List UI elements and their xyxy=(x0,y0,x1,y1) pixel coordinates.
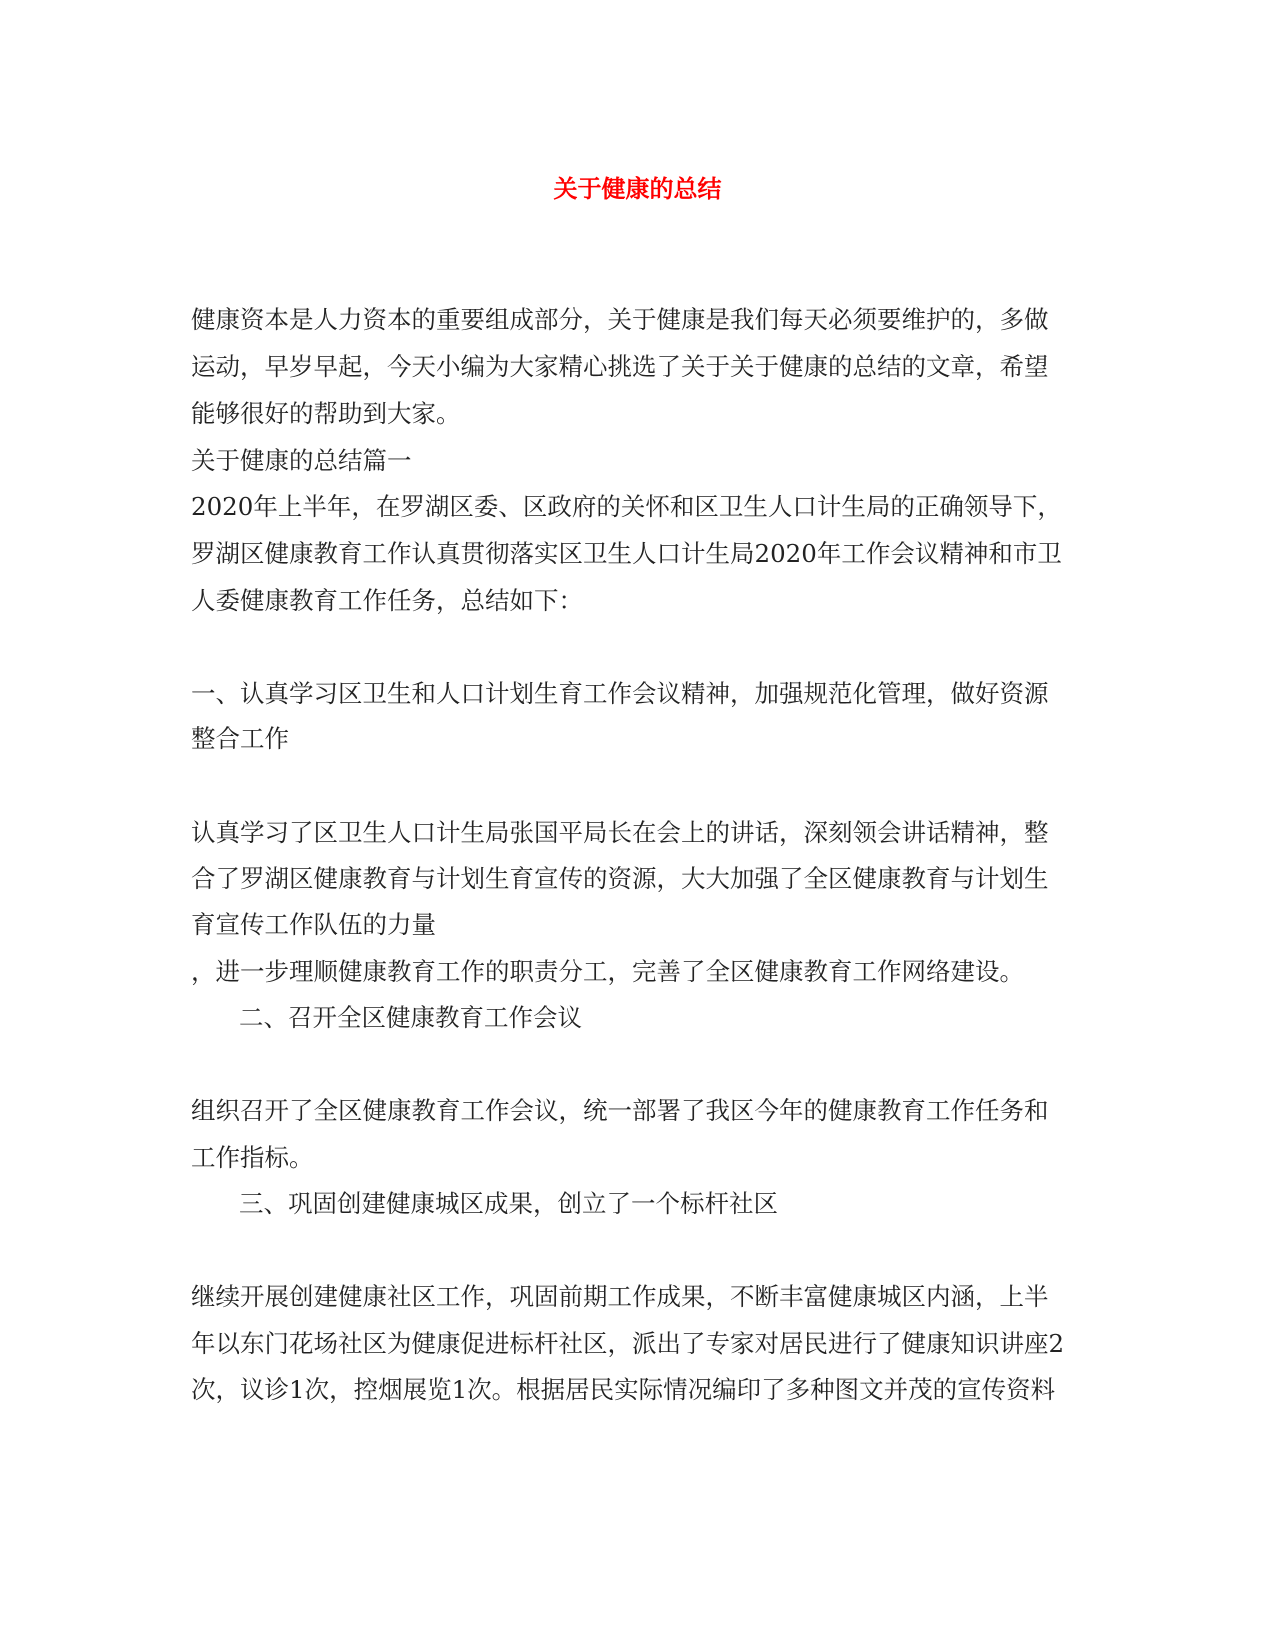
paragraph-line: 罗湖区健康教育工作认真贯彻落实区卫生人口计生局2020年工作会议精神和市卫 xyxy=(191,539,1062,568)
paragraph-line: 2020年上半年，在罗湖区委、区政府的关怀和区卫生人口计生局的正确领导下， xyxy=(191,492,1062,521)
section-heading: 三、巩固创建健康城区成果，创立了一个标杆社区 xyxy=(239,1189,778,1218)
section-heading: 整合工作 xyxy=(191,724,289,753)
paragraph-line: 健康资本是人力资本的重要组成部分，关于健康是我们每天必须要维护的，多做 xyxy=(191,305,1049,334)
paragraph-line: 育宣传工作队伍的力量 xyxy=(191,910,436,939)
paragraph-line: 合了罗湖区健康教育与计划生育宣传的资源，大大加强了全区健康教育与计划生 xyxy=(191,864,1049,893)
paragraph-line: 工作指标。 xyxy=(191,1143,314,1172)
paragraph-line: 继续开展创建健康社区工作，巩固前期工作成果，不断丰富健康城区内涵，上半 xyxy=(191,1282,1049,1311)
paragraph-line: 人委健康教育工作任务，总结如下： xyxy=(191,586,583,615)
paragraph-line: 年以东门花场社区为健康促进标杆社区，派出了专家对居民进行了健康知识讲座2 xyxy=(191,1329,1065,1358)
paragraph-line: 能够很好的帮助到大家。 xyxy=(191,399,461,428)
paragraph-line: ，进一步理顺健康教育工作的职责分工，完善了全区健康教育工作网络建设。 xyxy=(191,957,1024,986)
section-heading: 二、召开全区健康教育工作会议 xyxy=(239,1003,582,1032)
paragraph-line: 运动，早岁早起，今天小编为大家精心挑选了关于关于健康的总结的文章，希望 xyxy=(191,352,1049,381)
section-heading: 一、认真学习区卫生和人口计划生育工作会议精神，加强规范化管理，做好资源 xyxy=(191,679,1049,708)
paragraph-line: 组织召开了全区健康教育工作会议，统一部署了我区今年的健康教育工作任务和 xyxy=(191,1096,1049,1125)
paragraph-line: 认真学习了区卫生人口计生局张国平局长在会上的讲话，深刻领会讲话精神，整 xyxy=(191,818,1049,847)
document-title: 关于健康的总结 xyxy=(553,174,722,203)
paragraph-line: 次，议诊1次，控烟展览1次。根据居民实际情况编印了多种图文并茂的宣传资料 xyxy=(191,1375,1056,1404)
section-heading: 关于健康的总结篇一 xyxy=(191,446,412,475)
